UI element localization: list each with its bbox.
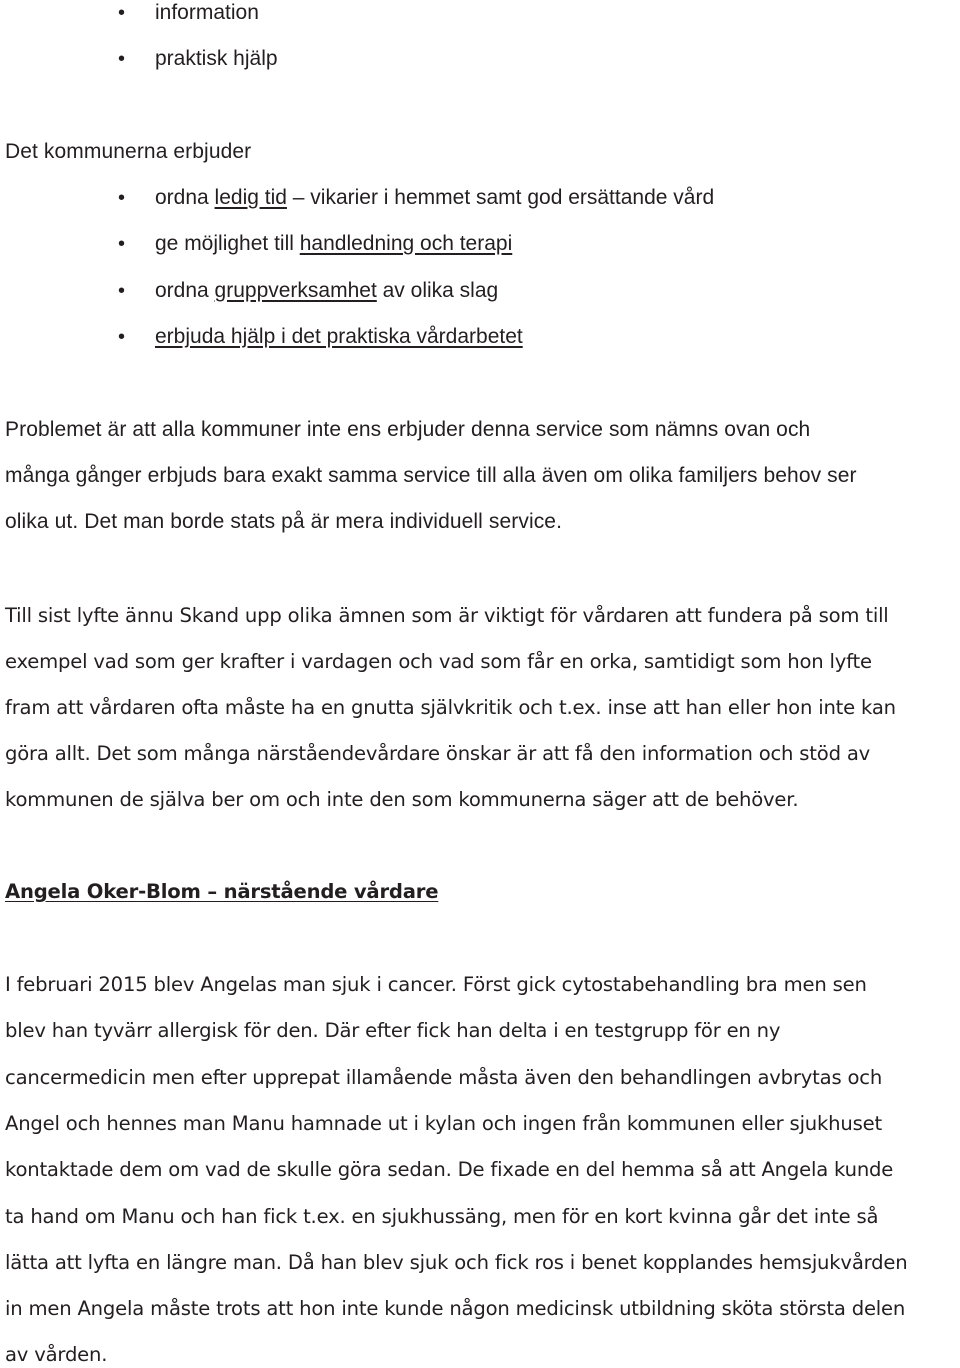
paragraph-line: fram att vårdaren ofta måste ha en gnutta självkritik och t.ex. inse att han eller hon inte kan [5,696,896,719]
paragraph-line: cancermedicin men efter upprepat illamående måsta även den behandlingen avbrytas och [5,1066,883,1089]
paragraph-line: lätta att lyfta en längre man. Då han blev sjuk och fick ros i benet kopplandes hemsjukvården [5,1251,908,1274]
list-item-text: information [155,1,259,24]
text-fragment: – vikarier i hemmet samt god ersättande vård [286,186,715,209]
paragraph-line: olika ut. Det man borde stats på är mera individuell service. [5,510,563,533]
paragraph-line: kommunen de själva ber om och inte den som kommunerna säger att de behöver. [5,788,799,811]
list-item-text [155,231,512,257]
paragraph-line: in men Angela måste trots att hon inte kunde någon medicinsk utbildning sköta största delen [5,1297,906,1320]
paragraph-line: kontaktade dem om vad de skulle göra sedan. De fixade en del hemma så att Angela kunde [5,1158,894,1181]
link-handledning[interactable]: handledning och terapi [299,232,513,255]
bullet-icon: • [118,233,126,255]
list-item-text [155,278,498,304]
text-fragment: ordna [155,279,215,302]
text-fragment: ge möjlighet till [155,232,300,255]
list-item-text [155,185,714,211]
link-erbjuda-hjalp[interactable]: erbjuda hjälp i det praktiska vårdarbetet [155,325,523,348]
bullet-icon: • [118,187,126,209]
paragraph-line: av vården. [5,1343,108,1366]
paragraph-line: exempel vad som ger krafter i vardagen och vad som får en orka, samtidigt som hon lyfte [5,650,872,673]
bullet-icon: • [118,326,126,348]
paragraph-line: blev han tyvärr allergisk för den. Där efter fick han delta i en testgrupp för en ny [5,1019,781,1042]
bullet-icon: • [118,2,126,24]
link-ledig-tid[interactable]: ledig tid [214,186,287,209]
paragraph-line: Angel och hennes man Manu hamnade ut i kylan och ingen från kommunen eller sjukhuset [5,1112,882,1135]
paragraph-line: göra allt. Det som många närståendevårdare önskar är att få den information och stöd av [5,742,871,765]
bullet-icon: • [118,48,126,70]
text-fragment: av olika slag [376,279,499,302]
section-heading: Det kommunerna erbjuder [5,140,252,163]
list-item-text: praktisk hjälp [155,47,278,70]
paragraph-line: I februari 2015 blev Angelas man sjuk i cancer. Först gick cytostabehandling bra men sen [5,973,867,996]
bullet-icon: • [118,280,126,302]
text-fragment: ordna [155,186,215,209]
paragraph-line: ta hand om Manu och han fick t.ex. en sjukhussäng, men för en kort kvinna går det inte så [5,1205,879,1228]
paragraph-line: många gånger erbjuds bara exakt samma service till alla även om olika familjers behov ser [5,464,857,487]
list-item-text [155,324,523,350]
paragraph-line: Till sist lyfte ännu Skand upp olika ämnen som är viktigt för vårdaren att fundera på som till [5,604,889,627]
link-gruppverksamhet[interactable]: gruppverksamhet [214,279,377,302]
paragraph-line: Problemet är att alla kommuner inte ens erbjuder denna service som nämns ovan och [5,418,811,441]
section-heading-angela: Angela Oker-Blom – närstående vårdare [5,880,439,903]
